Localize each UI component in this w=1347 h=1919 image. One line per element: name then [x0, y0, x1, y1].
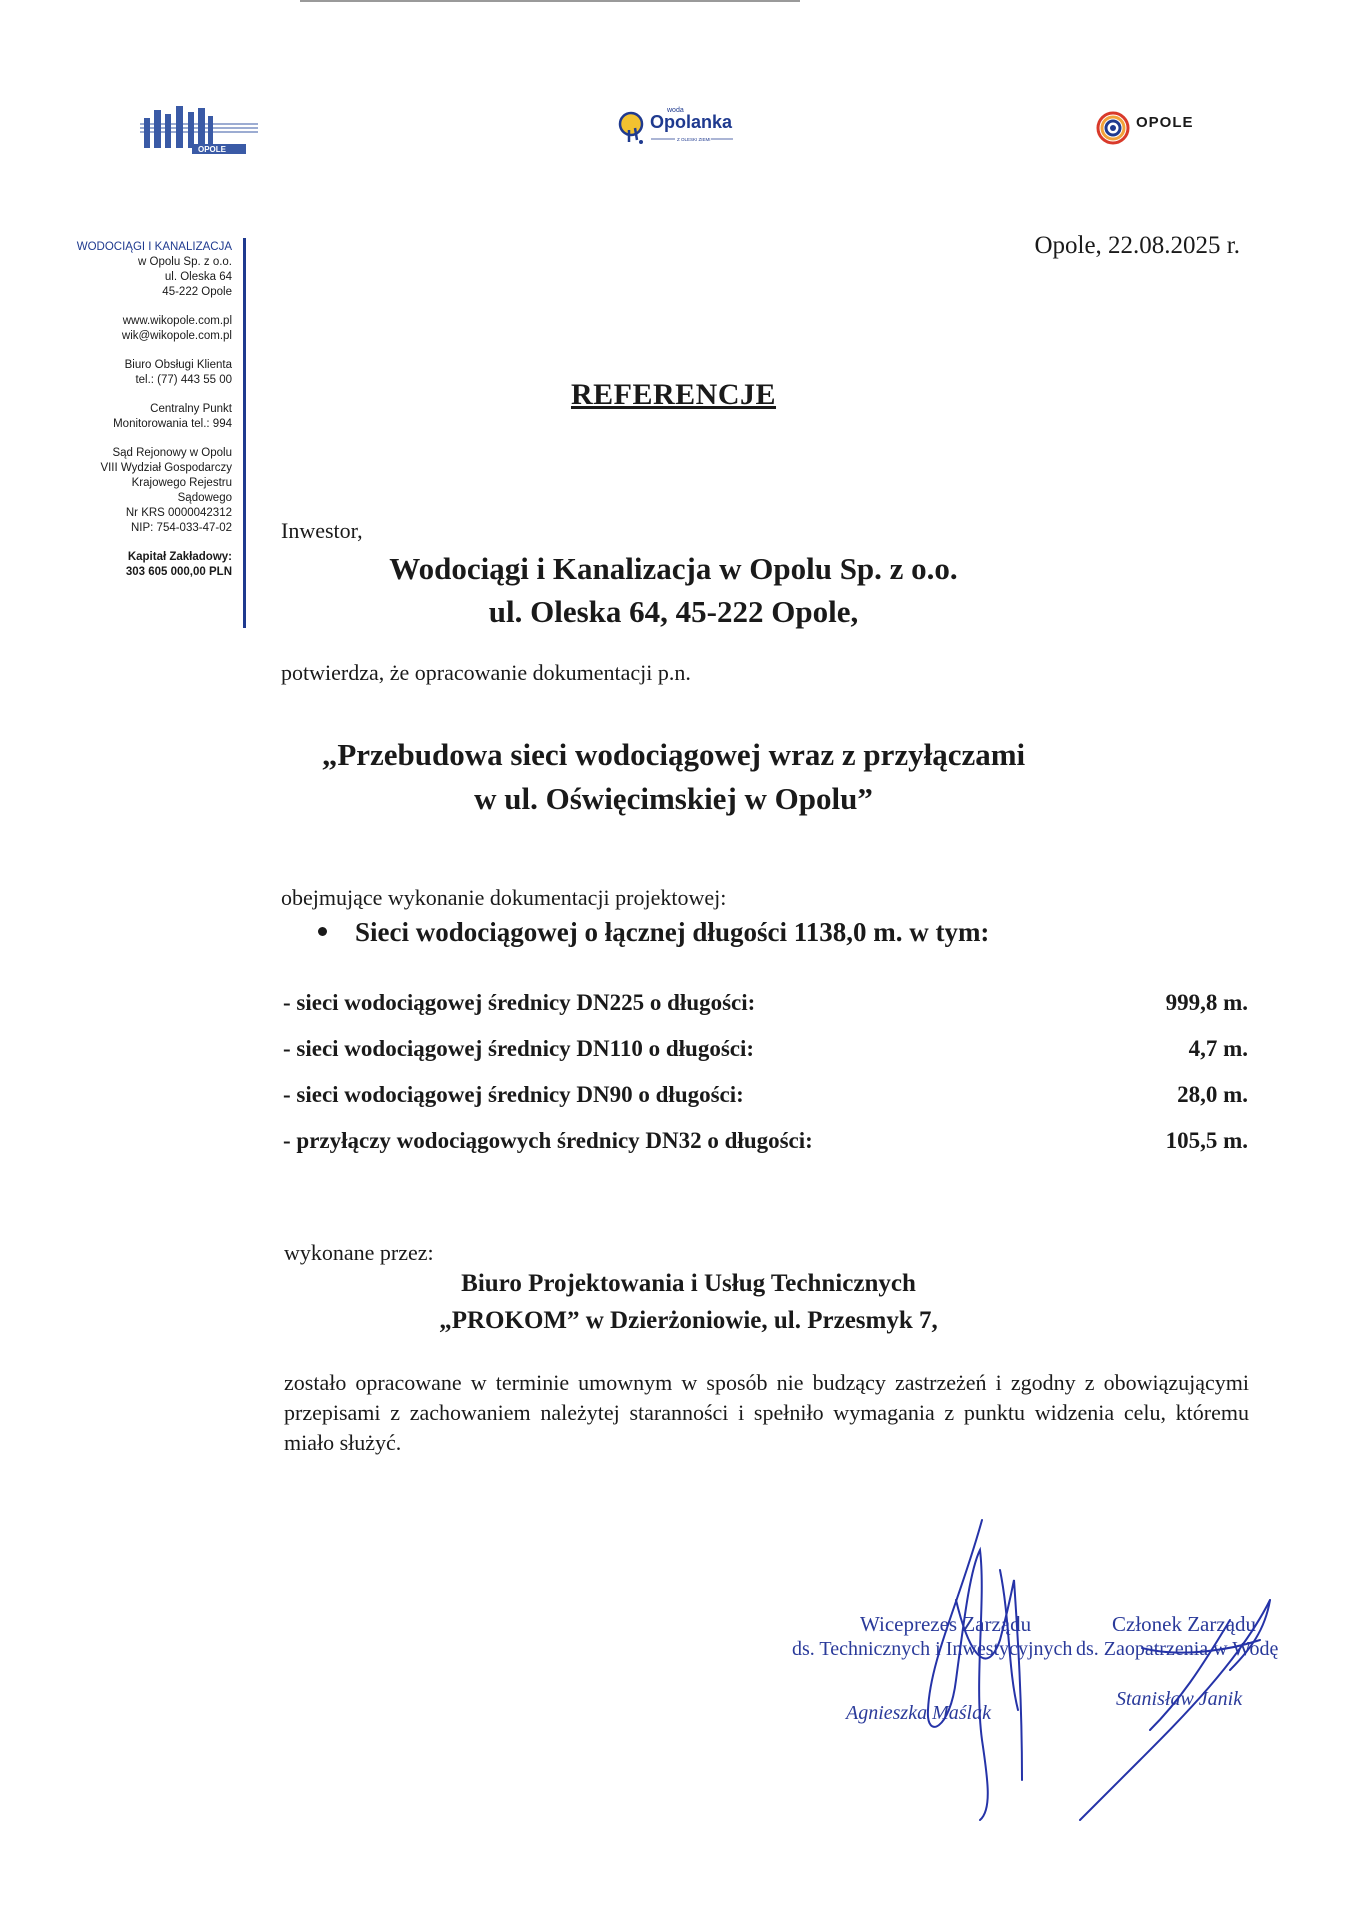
- spec-row: [283, 1128, 1248, 1160]
- contractor-address: „PROKOM” w Dzierżoniowie, ul. Przesmyk 7,: [439, 1307, 938, 1334]
- scan-artifact-line: [300, 0, 800, 2]
- investor-label: Inwestor,: [281, 518, 363, 543]
- sidebar-company-line: ul. Oleska 64: [164, 271, 232, 283]
- spec-description: - sieci wodociągowej średnicy DN110 o długości:: [283, 1036, 755, 1061]
- sidebar-company-line: w Opolu Sp. z o.o.: [138, 256, 232, 268]
- document-title: REFERENCJE: [570, 378, 777, 411]
- woda-label: woda: [667, 107, 684, 114]
- woda-opolanka-logo: [615, 102, 765, 152]
- document-date: Opole, 22.08.2025 r.: [1034, 232, 1240, 259]
- scope-bullet: [318, 917, 989, 948]
- sidebar-nip: NIP: 754-033-47-02: [130, 522, 232, 534]
- sidebar-website: www.wikopole.com.pl: [122, 315, 232, 327]
- sidebar-monitoring: Centralny Punkt: [150, 403, 232, 415]
- contractor-name: Biuro Projektowania i Usług Technicznych: [461, 1270, 916, 1297]
- project-title-block: [0, 733, 1347, 821]
- wik-opole-logo: [140, 100, 260, 156]
- right-stamp-title: Członek Zarządu: [1112, 1612, 1257, 1636]
- investor-address: ul. Oleska 64, 45-222 Opole,: [488, 594, 859, 629]
- spec-value: 4,7 m.: [1188, 1036, 1248, 1061]
- sidebar-krs: Nr KRS 0000042312: [125, 507, 232, 519]
- project-title-line: w ul. Oświęcimskiej w Opolu”: [474, 781, 873, 816]
- bullet-dot-icon: [318, 927, 327, 936]
- handwritten-signatures: [760, 1480, 1320, 1840]
- right-stamp-subtitle: ds. Zaopatrzenia w Wodę: [1076, 1638, 1279, 1660]
- investor-name: Wodociągi i Kanalizacja w Opolu Sp. z o.o.: [389, 551, 958, 586]
- sidebar-customer-service: Biuro Obsługi Klienta: [124, 359, 232, 371]
- sidebar-court-line: Sądowego: [177, 492, 232, 504]
- left-stamp-subtitle: ds. Technicznych i Inwestycyjnych: [792, 1638, 1073, 1660]
- opolanka-label: Opolanka: [650, 112, 733, 132]
- opole-city-logo: OPOLE: [1136, 114, 1194, 131]
- spec-description: - przyłączy wodociągowych średnicy DN32 o długości:: [283, 1128, 813, 1153]
- contractor-block: [0, 1265, 1347, 1339]
- sidebar-court-line: Krajowego Rejestru: [131, 477, 232, 489]
- spec-description: - sieci wodociągowej średnicy DN225 o długości:: [283, 990, 756, 1015]
- made-by-label: wykonane przez:: [284, 1240, 434, 1265]
- sidebar-email: wik@wikopole.com.pl: [121, 330, 232, 342]
- opolanka-tagline: Z OLESKI ZIEMI: [677, 137, 711, 142]
- spec-description: - sieci wodociągowej średnicy DN90 o długości:: [283, 1082, 744, 1107]
- spec-value: 999,8 m.: [1165, 990, 1248, 1015]
- spec-row: [283, 990, 1248, 1022]
- sidebar-court-line: VIII Wydział Gospodarczy: [100, 462, 232, 474]
- spec-row: [283, 1082, 1248, 1114]
- spec-value: 105,5 m.: [1165, 1128, 1248, 1153]
- scope-text: obejmujące wykonanie dokumentacji projektowej:: [281, 885, 727, 910]
- sidebar-monitoring-phone: Monitorowania tel.: 994: [113, 418, 232, 430]
- sidebar-customer-phone: tel.: (77) 443 55 00: [135, 374, 232, 386]
- sidebar-company-line: 45-222 Opole: [162, 286, 232, 298]
- spec-value: 28,0 m.: [1177, 1082, 1248, 1107]
- project-title-line: „Przebudowa sieci wodociągowej wraz z przyłączami: [321, 737, 1026, 772]
- sidebar-company-line: WODOCIĄGI I KANALIZACJA: [76, 241, 232, 253]
- left-stamp-name: Agnieszka Maślak: [846, 1702, 991, 1724]
- wik-logo-label: OPOLE: [198, 145, 227, 154]
- sidebar-capital-value: 303 605 000,00 PLN: [125, 566, 232, 578]
- scope-bullet-text: Sieci wodociągowej o łącznej długości 1138,0 m. w tym:: [355, 917, 990, 947]
- spec-row: [283, 1036, 1248, 1068]
- left-stamp-title: Wiceprezes Zarządu: [860, 1612, 1032, 1636]
- sidebar-court-line: Sąd Rejonowy w Opolu: [112, 447, 232, 459]
- right-stamp-name: Stanisław Janik: [1116, 1688, 1243, 1710]
- closing-paragraph: zostało opracowane w terminie umownym w sposób nie budzący zastrzeżeń i zgodny z obowiązującymi przepisami z zachowaniem należytej staranności i spełniło wymagania z punktu widzenia celu, któremu miało służyć.: [284, 1370, 1249, 1455]
- investor-block: [0, 547, 1347, 633]
- confirm-text: potwierdza, że opracowanie dokumentacji p.n.: [281, 660, 691, 685]
- sidebar-capital-label: Kapitał Zakładowy:: [127, 551, 232, 563]
